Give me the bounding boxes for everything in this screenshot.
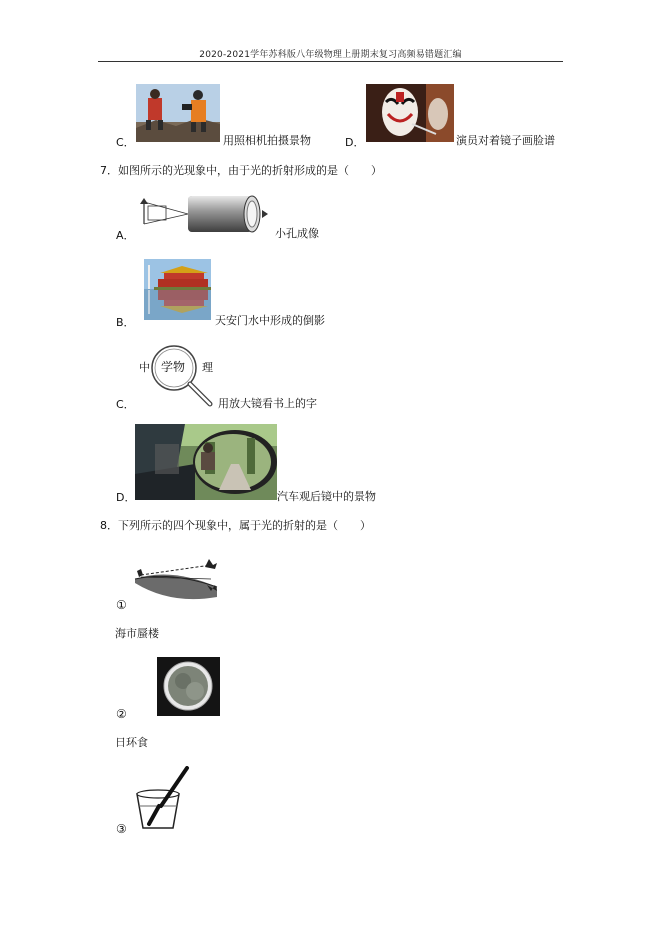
q7-option-d-text: 汽车观后镜中的景物	[277, 490, 376, 503]
magnifier-center-chars: 学物	[161, 360, 186, 374]
pinhole-camera-diagram	[138, 190, 272, 236]
q6-option-c-text: 用照相机拍摄景物	[223, 134, 311, 147]
magnifier-right-char: 理	[202, 361, 213, 374]
page-header-title: 2020-2021学年苏科版八年级物理上册期末复习高频易错题汇编	[199, 50, 462, 60]
q6-option-d-letter: D．	[345, 136, 365, 149]
q7-option-b-letter: B．	[116, 316, 135, 329]
header-divider	[98, 61, 563, 62]
magnifier-left-char: 中	[139, 361, 150, 374]
q8-item-3-number: ③	[116, 822, 127, 836]
q8-item-1-number: ①	[116, 598, 127, 612]
q6-option-d-text: 演员对着镜子画脸谱	[456, 134, 555, 147]
magnifier-diagram	[134, 344, 216, 410]
photographers-photo	[136, 84, 220, 142]
q8-item-1-caption: 海市蜃楼	[115, 627, 159, 640]
q8-stem: 8．下列所示的四个现象中，属于光的折射的是（ ）	[100, 519, 371, 532]
q7-option-d-letter: D．	[116, 491, 136, 504]
mirage-diagram	[131, 557, 221, 609]
q8-item-2-number: ②	[116, 707, 127, 721]
q6-option-c-letter: C．	[116, 136, 135, 149]
q8-item-2-caption: 日环食	[115, 736, 148, 749]
tiananmen-reflection-photo	[144, 259, 211, 320]
car-mirror-photo	[135, 424, 277, 500]
q7-option-b-text: 天安门水中形成的倒影	[215, 314, 325, 327]
pencil-in-water-diagram	[133, 766, 191, 832]
q7-option-a-text: 小孔成像	[275, 227, 319, 240]
q7-stem: 7．如图所示的光现象中，由于光的折射形成的是（ ）	[100, 164, 382, 177]
q7-option-c-letter: C．	[116, 398, 135, 411]
q7-option-c-text: 用放大镜看书上的字	[218, 397, 317, 410]
opera-mask-photo	[366, 84, 454, 142]
annular-eclipse-photo	[157, 657, 220, 716]
q7-option-a-letter: A．	[116, 229, 135, 242]
